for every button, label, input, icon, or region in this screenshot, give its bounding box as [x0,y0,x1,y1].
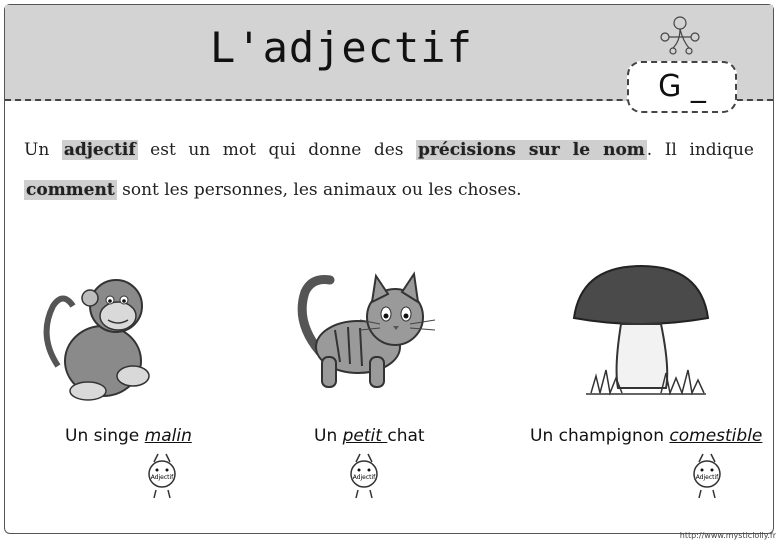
cat-illustration [290,262,440,392]
example-caption-3: Un champignon comestible [530,426,763,446]
flower-decoration-icon [645,11,715,61]
page-title: L'adjectif [210,23,473,72]
adjective-1: malin [144,426,192,446]
example-caption-1: Un singe malin [65,426,192,446]
adjective-3: comestible [669,426,763,446]
svg-text:Adjectif: Adjectif [352,474,376,481]
adjective-mascot-icon [689,452,725,500]
adjective-mascot-icon [346,452,382,500]
adjective-mascot-icon [144,452,180,500]
monkey-illustration [38,266,168,406]
highlight-adjectif: adjectif [63,140,136,160]
svg-text:Adjectif: Adjectif [695,474,719,481]
highlight-precisions: précisions sur le nom [418,140,645,160]
definition-paragraph: Un adjectif est un mot qui donne des précisions sur le nom . Il indique comment sont les personnes, les animaux ou les choses. [24,140,754,200]
svg-text:Adjectif: Adjectif [150,474,174,481]
footer-url: http://www.mysticlolly.fr [679,531,776,540]
highlight-comment: comment [26,180,115,200]
example-caption-2: Un petit chat [314,426,425,446]
lesson-code: G _ [627,61,737,113]
title-banner [5,5,773,104]
mushroom-illustration [566,258,716,408]
adjective-2: petit [342,426,388,446]
